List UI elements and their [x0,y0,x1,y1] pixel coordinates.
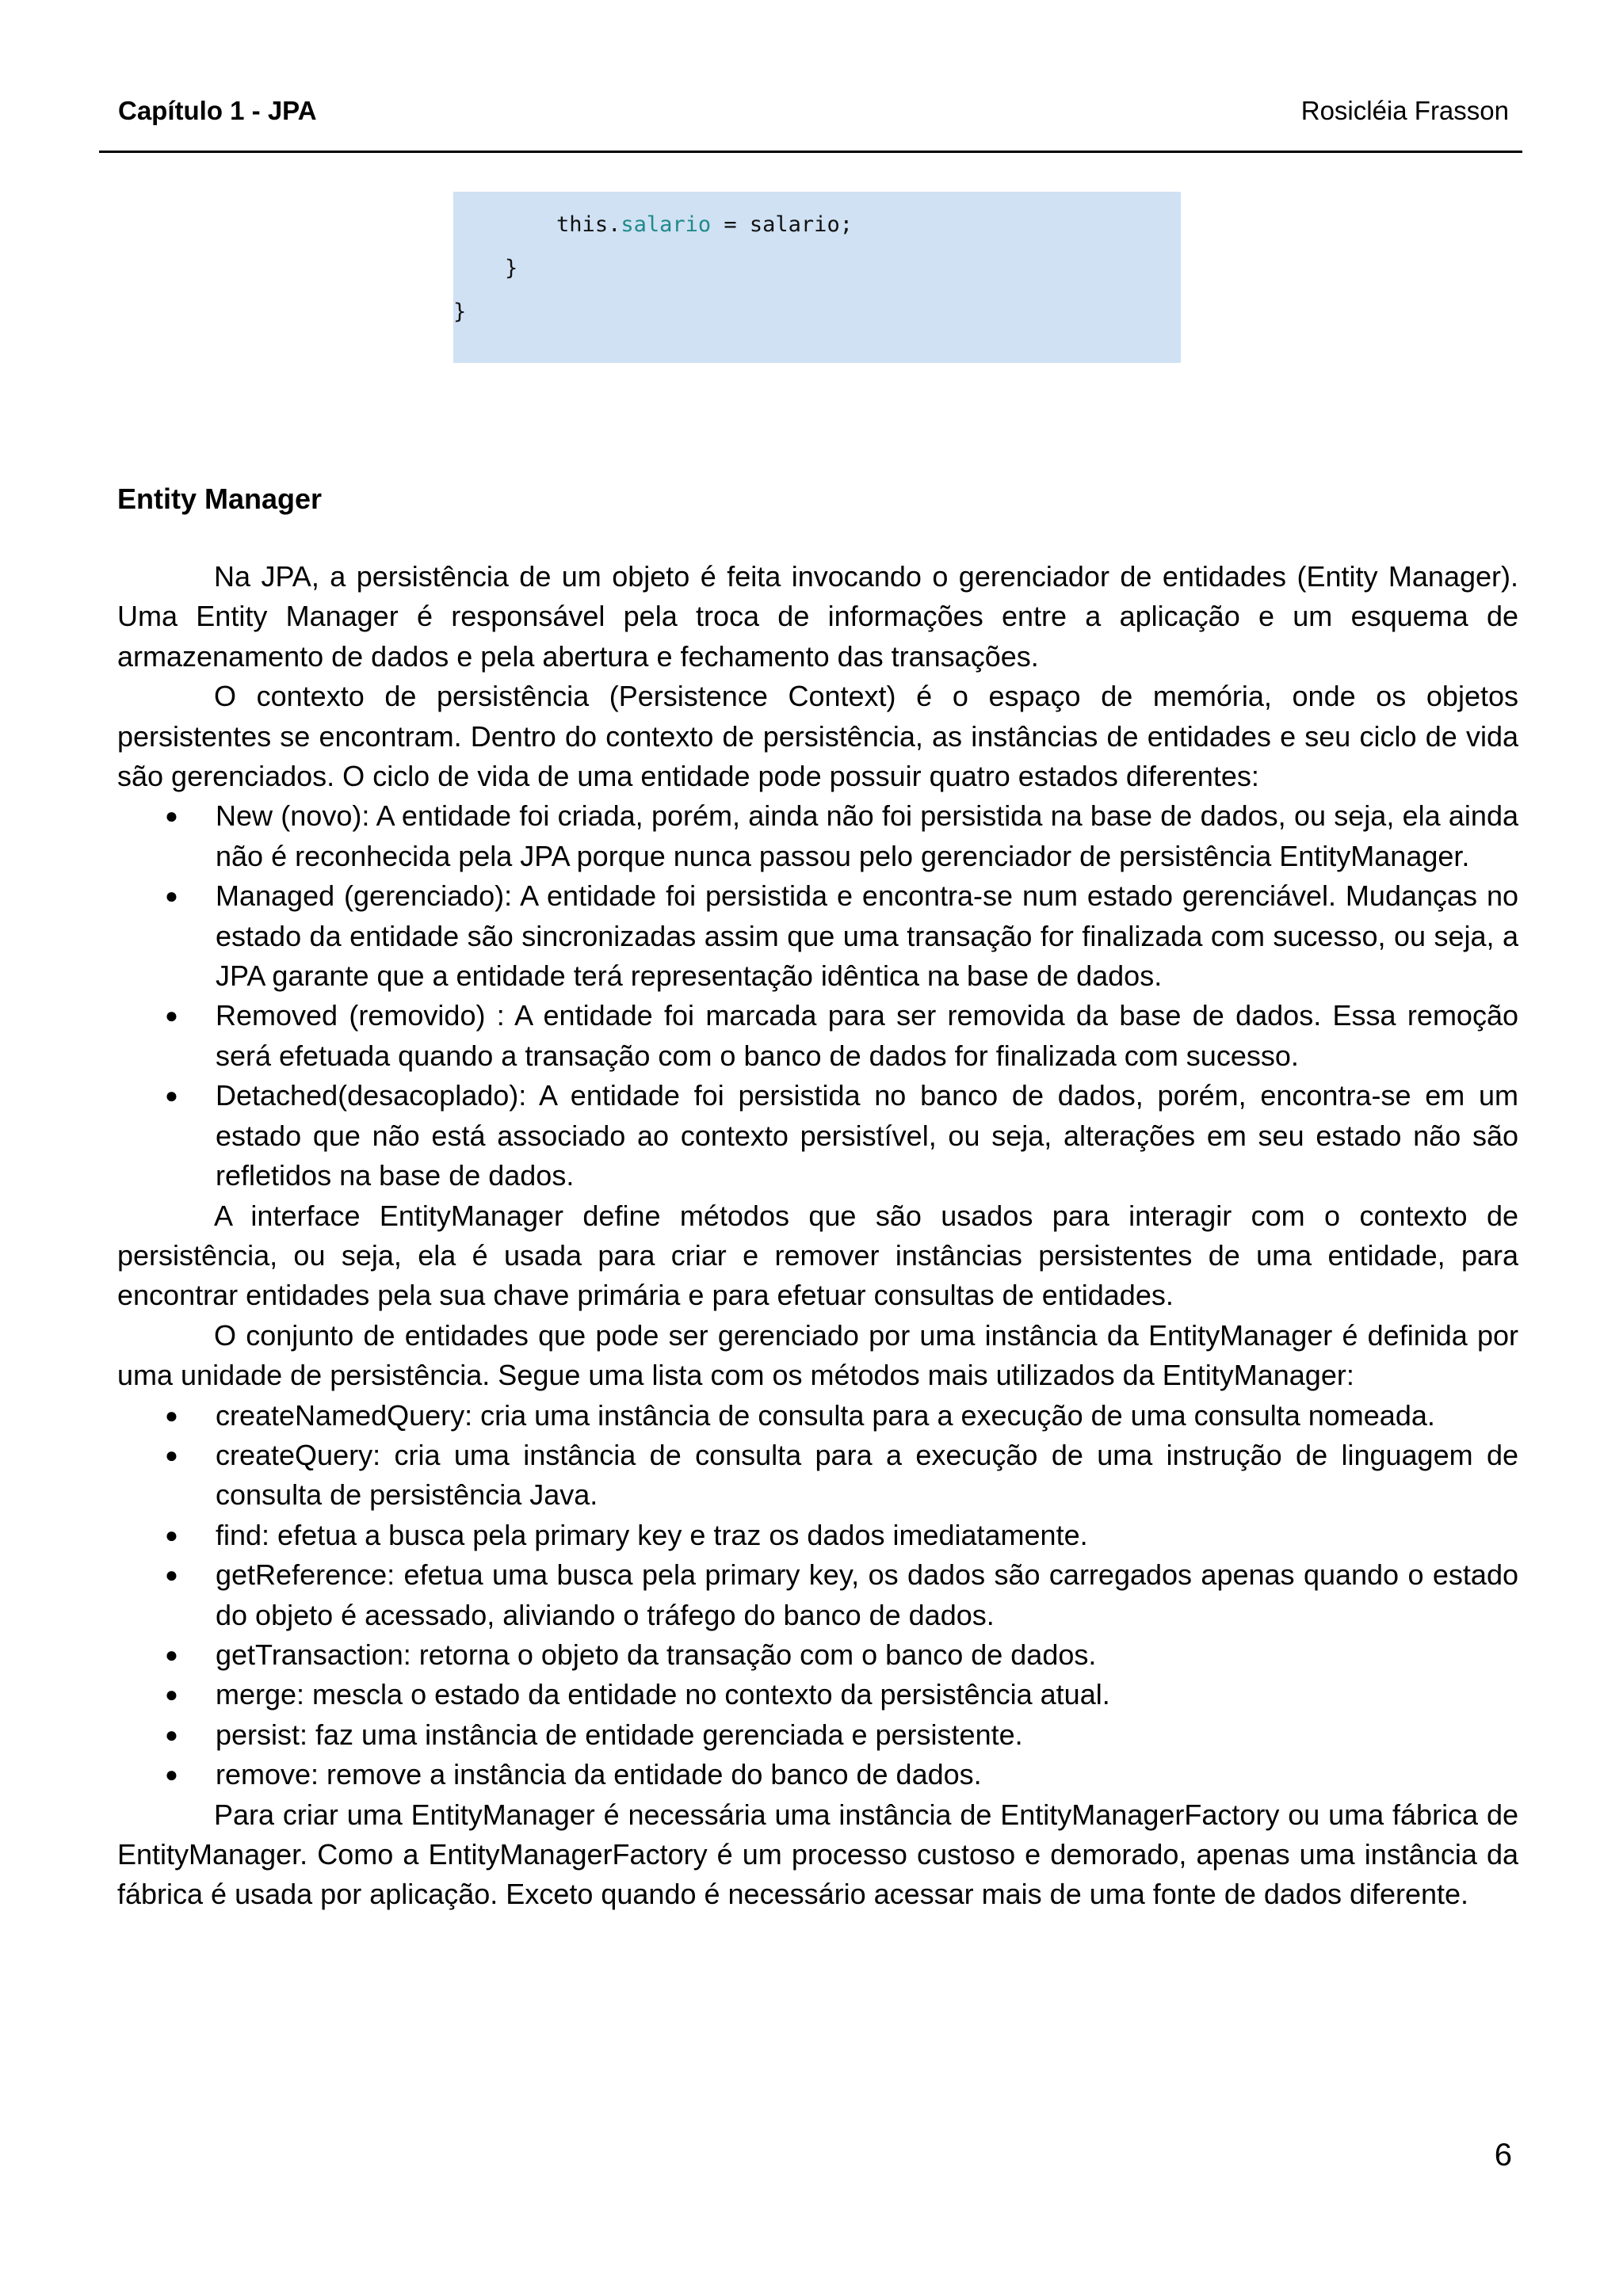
bullet-icon: ● [165,1762,178,1787]
list-item [117,996,1518,1076]
list-item [117,1076,1518,1196]
list-item-text: find: efetua a busca pela primary key e traz os dados imediatamente. [216,1518,1088,1551]
author-name: Rosicléia Frasson [1300,96,1509,125]
list-item-text: Removed (removido) : A entidade foi marcada para ser removida da base de dados. Essa remoção será efetuada quando a transação com o banco de dados for finalizada com sucesso. [216,999,1518,1072]
list-item [117,1396,1518,1436]
bullet-icon: ● [165,1682,178,1707]
paragraph: O contexto de persistência (Persistence Context) é o espaço de memória, onde os objetos persistentes se encontram. Dentro do contexto de persistência, as instâncias de entidades e seu ciclo de vida são gerenciados. O ciclo de vida de uma entidade pode possuir quatro estados diferentes: [117,680,1518,793]
bullet-icon: ● [165,1722,178,1747]
bullet-icon: ● [165,1442,178,1467]
paragraph: Na JPA, a persistência de um objeto é feita invocando o gerenciador de entidades (Entity Manager). Uma Entity Manager é responsável pela troca de informações entre a aplicação e um esquema de armazenamento de dados e pela abertura e fechamento das transações. [117,560,1518,673]
paragraph: A interface EntityManager define métodos que são usados para interagir com o contexto de persistência, ou seja, ela é usada para criar e remover instâncias persistentes de uma entidade, para encontrar entidades pela sua chave primária e para efetuar consultas de entidades. [117,1199,1518,1312]
paragraph: Para criar uma EntityManager é necessária uma instância de EntityManagerFactory ou uma fábrica de EntityManager. Como a EntityManagerFactory é um processo custoso e demorado, apenas uma instância da fábrica é usada por aplicação. Exceto quando é necessário acessar mais de uma fonte de dados diferente. [117,1798,1518,1911]
list-item-text: getTransaction: retorna o objeto da transação com o banco de dados. [216,1638,1097,1671]
list-item-text: merge: mescla o estado da entidade no contexto da persistência atual. [216,1678,1110,1711]
list-item [117,1436,1518,1516]
methods-list [117,1396,1518,1795]
code-field: salario [621,212,712,237]
code-indent [453,212,556,237]
list-item-text: getReference: efetua uma busca pela primary key, os dados são carregados apenas quando o estado do objeto é acessado, aliviando o tráfego do banco de dados. [216,1558,1518,1631]
bullet-icon: ● [165,1562,178,1588]
body-text [117,557,1518,1915]
code-line: } [453,299,467,324]
list-item [117,796,1518,876]
code-rest: = salario; [711,212,853,237]
paragraph: O conjunto de entidades que pode ser gerenciado por uma instância da EntityManager é definida por uma unidade de persistência. Segue uma lista com os métodos mais utilizados da EntityManager: [117,1318,1518,1392]
bullet-icon: ● [165,1522,178,1547]
list-item [117,1635,1518,1675]
bullet-icon: ● [165,883,178,909]
bullet-icon: ● [165,1083,178,1108]
list-item-text: remove: remove a instância da entidade do banco de dados. [216,1758,982,1791]
list-item [117,1715,1518,1755]
list-item [117,1555,1518,1635]
list-item-text: New (novo): A entidade foi criada, porém, ainda não foi persistida na base de dados, ou seja, ela ainda não é reconhecida pela JPA porque nunca passou pelo gerenciador de persistência EntityManager. [216,799,1518,872]
states-list [117,796,1518,1196]
list-item-text: createNamedQuery: cria uma instância de consulta para a execução de uma consulta nomeada. [216,1398,1435,1432]
list-item [117,1516,1518,1555]
bullet-icon: ● [165,1402,178,1428]
code-dot: . [608,212,621,237]
list-item-text: createQuery: cria uma instância de consulta para a execução de uma instrução de linguagem de consulta de persistência Java. [216,1438,1518,1512]
list-item-text: Managed (gerenciado): A entidade foi persistida e encontra-se num estado gerenciável. Mudanças no estado da entidade são sincronizadas assim que uma transação for finalizada com sucesso, ou seja, a JPA garante que a entidade terá representação idêntica na base de dados. [216,879,1518,993]
list-item [117,1675,1518,1714]
page-header [99,93,1522,128]
code-line [453,203,1181,246]
chapter-title: Capítulo 1 - JPA [118,96,317,125]
list-item [117,1755,1518,1794]
list-item [117,876,1518,996]
bullet-icon: ● [165,1003,178,1028]
code-line: } [453,256,518,280]
code-keyword: this [556,212,609,237]
list-item-text: Detached(desacoplado): A entidade foi persistida no banco de dados, porém, encontra-se em um estado que não está associado ao contexto persistível, ou seja, alterações em seu estado não são refletidos na base de dados. [216,1079,1518,1192]
bullet-icon: ● [165,803,178,829]
section-title: Entity Manager [117,482,323,515]
list-item-text: persist: faz uma instância de entidade gerenciada e persistente. [216,1718,1023,1751]
code-block [453,192,1181,363]
page-number: 6 [1494,2138,1512,2172]
bullet-icon: ● [165,1642,178,1667]
header-divider [99,151,1522,153]
